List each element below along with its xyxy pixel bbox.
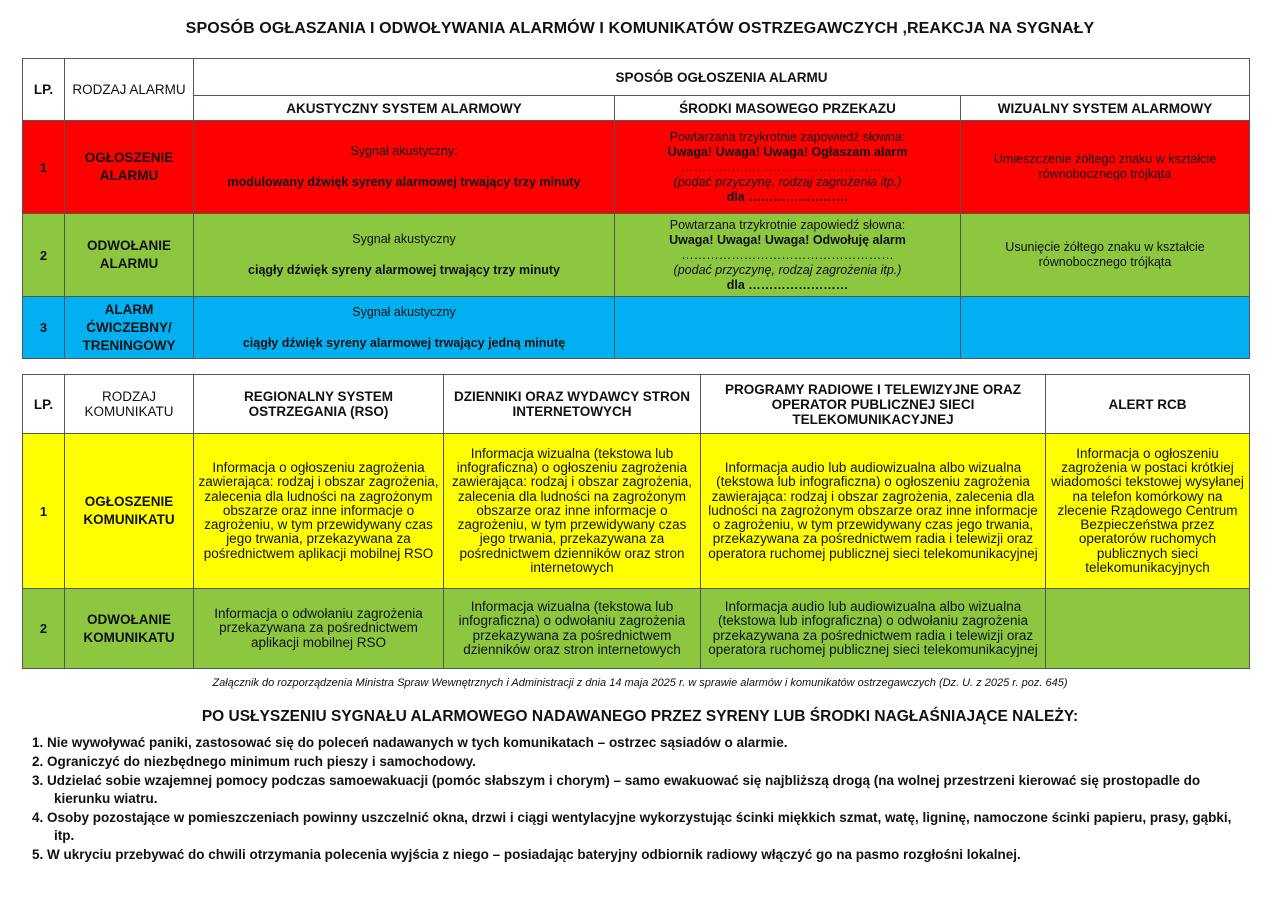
col-rso: REGIONALNY SYSTEM OSTRZEGANIA (RSO)	[194, 375, 444, 434]
acoustic-label: Sygnał akustyczny	[352, 304, 456, 319]
col-web: DZIENNIKI ORAZ WYDAWCY STRON INTERNETOWYCH	[444, 375, 701, 434]
acoustic-signal: ciągły dźwięk syreny alarmowej trwający trzy minuty	[248, 263, 560, 277]
media-blank: ……………………………………………	[681, 159, 894, 174]
acoustic-cell	[194, 297, 615, 359]
instruction-item: 1. Nie wywoływać paniki, zastosować się do poleceń nadawanych w tych komunikatach – ostrzec sąsiadów o alarmie.	[32, 735, 788, 750]
visual-cell	[961, 214, 1250, 297]
col-media: ŚRODKI MASOWEGO PRZEKAZU	[615, 96, 961, 121]
media-cause: (podać przyczynę, rodzaj zagrożenia itp.)	[673, 174, 902, 189]
alarm-kind: ODWOŁANIE ALARMU	[65, 214, 194, 297]
visual-line: Umieszczenie żółtego znaku w kształcie	[993, 152, 1217, 166]
media-blank: ……………………………………………	[681, 247, 894, 262]
footnote: Załącznik do rozporządzenia Ministra Spraw Wewnętrznych i Administracji z dnia 14 maja 2025 r. w sprawie alarmów i komunikatów ostrzegawczych (Dz. U. z 2025 r. poz. 645)	[212, 677, 1068, 689]
rcb-cell	[1046, 589, 1250, 669]
acoustic-label: Sygnał akustyczny	[352, 232, 456, 246]
col-lp: LP.	[23, 375, 65, 434]
col-visual: WIZUALNY SYSTEM ALARMOWY	[961, 96, 1250, 121]
page-title: SPOSÓB OGŁASZANIA I ODWOŁYWANIA ALARMÓW I KOMUNIKATÓW OSTRZEGAWCZYCH ,REAKCJA NA SYGNAŁY	[185, 20, 1095, 37]
media-for: dla ……………………	[726, 277, 849, 292]
instructions-list	[32, 734, 1247, 865]
col-lp: LP.	[23, 59, 65, 121]
visual-cell	[961, 297, 1250, 359]
acoustic-signal: ciągły dźwięk syreny alarmowej trwający jedną minutę	[242, 335, 566, 350]
message-kind: OGŁOSZENIE KOMUNIKATU	[65, 434, 194, 589]
row-number: 2	[23, 589, 65, 669]
instruction-item: 3. Udzielać sobie wzajemnej pomocy podczas samoewakuacji (pomóc słabszym i chorym) – samo ewakuować się najbliższą drogą (na wolnej przestrzeni kierować się prostopadle do kierunku wiatru.	[32, 773, 1201, 806]
instruction-item: 2. Ograniczyć do niezbędnego minimum ruch pieszy i samochodowy.	[32, 754, 476, 769]
visual-line: Usunięcie żółtego znaku w kształcie	[1005, 240, 1205, 254]
messages-table	[22, 374, 1250, 669]
rso-cell: Informacja o ogłoszeniu zagrożenia zawierająca: rodzaj i obszar zagrożenia, zalecenia dla ludności na zagrożonym obszarze oraz inne informacje o zagrożeniu, w tym przewidywany czas jego trwania, przekazywana za pośrednictwem aplikacji mobilnej RSO	[194, 434, 444, 589]
visual-line: równobocznego trójkąta	[1038, 167, 1172, 181]
row-number: 2	[23, 214, 65, 297]
col-message-kind: RODZAJ KOMUNIKATU	[65, 375, 194, 434]
media-cell	[615, 121, 961, 214]
acoustic-cell	[194, 214, 615, 297]
media-announcement: Uwaga! Uwaga! Uwaga! Ogłaszam alarm	[667, 144, 908, 159]
table-row	[23, 434, 1250, 589]
media-for: dla ……………………	[726, 189, 849, 204]
group-header: SPOSÓB OGŁOSZENIA ALARMU	[194, 59, 1250, 96]
table-row	[23, 297, 1250, 359]
col-radio: PROGRAMY RADIOWE I TELEWIZYJNE ORAZ OPERATOR PUBLICZNEJ SIECI TELEKOMUNIKACYJNEJ	[701, 375, 1046, 434]
table-row	[23, 589, 1250, 669]
rso-cell: Informacja o odwołaniu zagrożenia przekazywana za pośrednictwem aplikacji mobilnej RSO	[194, 589, 444, 669]
table-row	[23, 214, 1250, 297]
row-number: 1	[23, 121, 65, 214]
visual-cell	[961, 121, 1250, 214]
media-intro: Powtarzana trzykrotnie zapowiedź słowna:	[669, 129, 906, 144]
row-number: 3	[23, 297, 65, 359]
acoustic-label: Sygnał akustyczny:	[350, 144, 458, 158]
radio-cell: Informacja audio lub audiowizualna albo wizualna (tekstowa lub infograficzna) o odwołaniu zagrożenia przekazywana za pośrednictwem radia i telewizji oraz operatora ruchomej publicznej sieci telekomunikacyjnej	[701, 589, 1046, 669]
col-alarm-kind: RODZAJ ALARMU	[65, 59, 194, 121]
table-row	[23, 121, 1250, 214]
col-acoustic: AKUSTYCZNY SYSTEM ALARMOWY	[194, 96, 615, 121]
instruction-item: 4. Osoby pozostające w pomieszczeniach powinny uszczelnić okna, drzwi i ciągi wentylacyjne wykorzystując ścinki miękkich szmat, watę, ligninę, namoczone ścinki papieru, prasy, gąbki, itp.	[32, 810, 1232, 843]
acoustic-signal: modulowany dźwięk syreny alarmowej trwający trzy minuty	[227, 175, 581, 189]
alarms-table	[22, 58, 1250, 359]
alarm-kind: ALARM ĆWICZEBNY/ TRENINGOWY	[65, 297, 194, 359]
acoustic-cell	[194, 121, 615, 214]
rcb-cell: Informacja o ogłoszeniu zagrożenia w postaci krótkiej wiadomości tekstowej wysyłanej na telefon komórkowy na zlecenie Rządowego Centrum Bezpieczeństwa przez operatorów ruchomych publicznych sieci telekomunikacyjnych	[1046, 434, 1250, 589]
row-number: 1	[23, 434, 65, 589]
alarm-kind: OGŁOSZENIE ALARMU	[65, 121, 194, 214]
col-rcb: ALERT RCB	[1046, 375, 1250, 434]
instruction-item: 5. W ukryciu przebywać do chwili otrzymania polecenia wyjścia z niego – posiadając bateryjny odbiornik radiowy włączyć go na pasmo rozgłośni lokalnej.	[32, 847, 1021, 862]
message-kind: ODWOŁANIE KOMUNIKATU	[65, 589, 194, 669]
instructions-heading: PO USŁYSZENIU SYGNAŁU ALARMOWEGO NADAWANEGO PRZEZ SYRENY LUB ŚRODKI NAGŁAŚNIAJĄCE NALEŻY:	[201, 708, 1079, 725]
media-intro: Powtarzana trzykrotnie zapowiedź słowna:	[669, 217, 906, 232]
media-announcement: Uwaga! Uwaga! Uwaga! Odwołuję alarm	[669, 232, 906, 247]
media-cell	[615, 214, 961, 297]
media-cell	[615, 297, 961, 359]
media-cause: (podać przyczynę, rodzaj zagrożenia itp.)	[673, 262, 902, 277]
web-cell: Informacja wizualna (tekstowa lub infograficzna) o ogłoszeniu zagrożenia zawierająca: rodzaj i obszar zagrożenia, zalecenia dla ludności na zagrożonym obszarze oraz inne informacje o zagrożeniu, w tym przewidywany czas jego trwania, przekazywana za pośrednictwem dzienników oraz stron internetowych	[444, 434, 701, 589]
visual-line: równobocznego trójkąta	[1038, 255, 1172, 269]
radio-cell: Informacja audio lub audiowizualna albo wizualna (tekstowa lub infograficzna) o ogłoszeniu zagrożenia zawierająca: rodzaj i obszar zagrożenia, zalecenia dla ludności na zagrożonym obszarze oraz inne informacje o zagrożeniu, w tym przewidywany czas jego trwania, przekazywana za pośrednictwem radia i telewizji oraz operatora ruchomej publicznej sieci telekomunikacyjnej	[701, 434, 1046, 589]
web-cell: Informacja wizualna (tekstowa lub infograficzna) o odwołaniu zagrożenia przekazywana za pośrednictwem dzienników oraz stron internetowych	[444, 589, 701, 669]
